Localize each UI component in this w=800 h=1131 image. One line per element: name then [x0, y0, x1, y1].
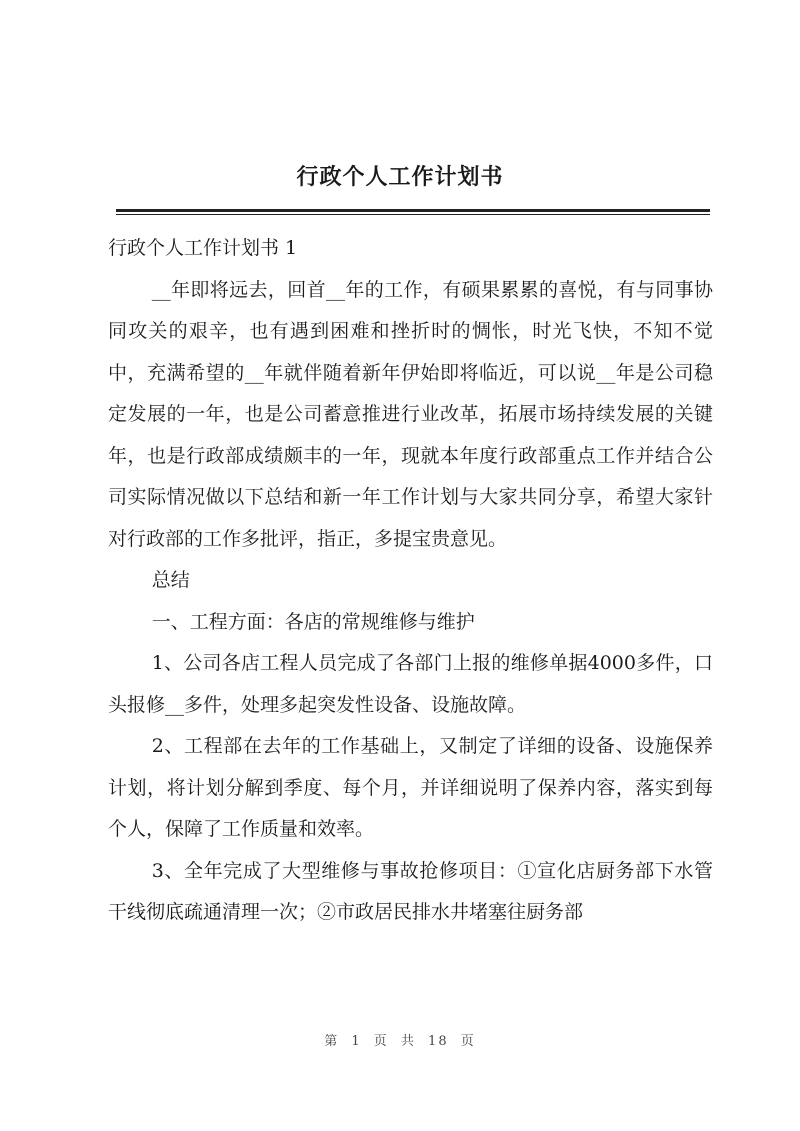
- paragraph-item-3: 3、全年完成了大型维修与事故抢修项目：①宣化店厨务部下水管干线彻底疏通清理一次；②市政居民排水井堵塞往厨务部: [108, 859, 713, 923]
- paragraph-engineering-heading: 一、工程方面：各店的常规维修与维护: [151, 610, 475, 633]
- document-title: 行政个人工作计划书: [296, 165, 504, 190]
- paragraph-item-2: 2、工程部在去年的工作基础上，又制定了详细的设备、设施保养计划，将计划分解到季度、每个月，并详细说明了保养内容，落实到每个人，保障了工作质量和效率。: [108, 735, 713, 840]
- paragraph-summary-heading: 总结: [151, 569, 190, 591]
- paragraph-item-1: 1、公司各店工程人员完成了各部门上报的维修单据4000多件，口头报修__多件，处理多起突发性设备、设施故障。: [108, 652, 713, 716]
- title-divider: [116, 209, 710, 212]
- section-heading: 行政个人工作计划书 1: [108, 237, 298, 259]
- document-body: [108, 228, 713, 934]
- page-number-footer: 第 1 页 共 18 页: [324, 1034, 476, 1049]
- paragraph-intro: __年即将远去，回首__年的工作，有硕果累累的喜悦，有与同事协同攻关的艰辛，也有遇到困难和挫折时的惆怅，时光飞快，不知不觉中，充满希望的__年就伴随着新年伊始即将临近，可以说__年是公司稳定发展的一年，也是公司蓄意推进行业改革，拓展市场持续发展的关键年，也是行政部成绩颇丰的一年，现就本年度行政部重点工作并结合公司实际情况做以下总结和新一年工作计划与大家共同分享，希望大家针对行政部的工作多批评，指正，多提宝贵意见。: [108, 278, 713, 550]
